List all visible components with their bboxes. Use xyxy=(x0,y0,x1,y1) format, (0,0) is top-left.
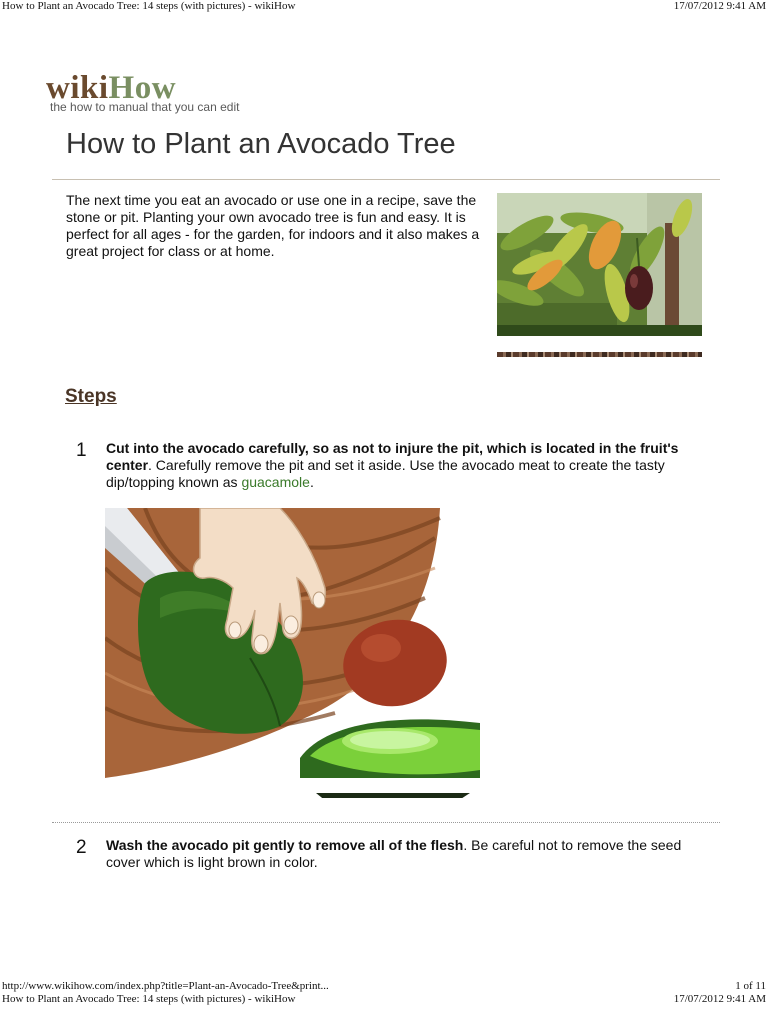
step-body-text: . Be careful not to remove the seed cover which is light brown in color. xyxy=(106,837,682,870)
cutting-avocado-illustration xyxy=(105,508,480,778)
step-body-text: . Carefully remove the pit and set it aside. Use the avocado meat to create the tasty dip/topping known as xyxy=(106,457,665,490)
image-caption-strip xyxy=(316,793,470,798)
logo-how: How xyxy=(108,70,177,106)
print-header-date: 17/07/2012 9:41 AM xyxy=(673,0,766,12)
print-footer-page: 1 of 11 xyxy=(735,980,766,992)
step-text xyxy=(106,837,716,871)
step-number: 2 xyxy=(76,837,87,858)
title-divider xyxy=(52,179,720,180)
print-footer-title: How to Plant an Avocado Tree: 14 steps (with pictures) - wikiHow xyxy=(2,993,296,1005)
step-divider xyxy=(52,822,720,823)
steps-heading[interactable]: Steps xyxy=(65,386,117,407)
avocado-tree-photo xyxy=(497,193,702,336)
intro-text: The next time you eat an avocado or use one in a recipe, save the stone or pit. Planting your own avocado tree is fun and easy. It is perfect for all ages - for the garden, for indoors and it also makes a great project for class or at home. xyxy=(66,192,480,259)
print-header-title: How to Plant an Avocado Tree: 14 steps (with pictures) - wikiHow xyxy=(2,0,296,12)
print-footer-url[interactable]: http://www.wikihow.com/index.php?title=Plant-an-Avocado-Tree&print... xyxy=(2,980,329,992)
print-footer-date: 17/07/2012 9:41 AM xyxy=(673,993,766,1005)
step-text xyxy=(106,440,716,491)
step-number: 1 xyxy=(76,440,87,461)
step-bold-text: Wash the avocado pit gently to remove all of the flesh xyxy=(106,837,464,853)
page-title: How to Plant an Avocado Tree xyxy=(66,128,456,160)
step-bold-text: Cut into the avocado carefully, so as not to injure the pit, which is located in the fruit's center xyxy=(106,440,679,473)
logo-wiki: wiki xyxy=(46,70,109,106)
photo-caption-strip xyxy=(497,352,702,357)
guacamole-link[interactable]: guacamole xyxy=(241,474,310,490)
logo-tagline: the how to manual that you can edit xyxy=(50,100,240,114)
step-tail: . xyxy=(309,474,314,490)
